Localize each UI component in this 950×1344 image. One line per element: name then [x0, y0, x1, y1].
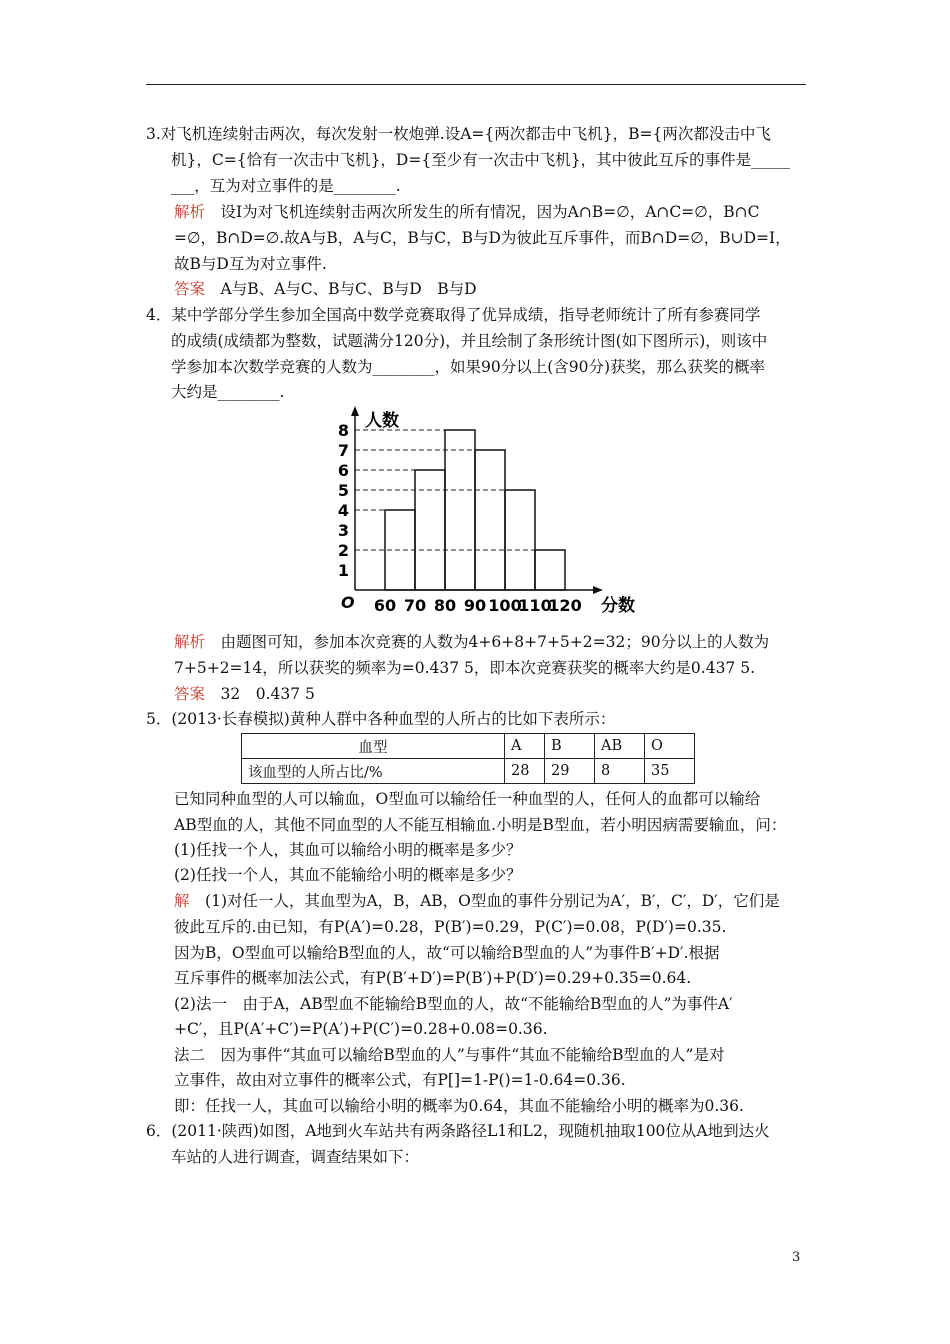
q5-paragraph-2: AB型血的人，其他不同血型的人不能互相输血.小明是B型血，若小明因病需要输血，问： [174, 816, 787, 834]
solution-label: 解 [174, 892, 190, 910]
x-tick-label: 90 [463, 596, 487, 615]
q5-sub-question-1: (1)任找一个人，其血可以输给小明的概率是多少？ [174, 841, 522, 859]
y-tick-label: 1 [337, 561, 349, 580]
x-tick-label: 70 [403, 596, 427, 615]
q3-answer: 答案 A与B、A与C、B与C、B与D B与D [174, 280, 477, 298]
table-cell: 35 [645, 759, 695, 784]
table-cell: 该血型的人所占比/% [242, 759, 505, 784]
bar-80-90 [445, 430, 475, 590]
q3-line-3: ___，互为对立事件的是________. [171, 177, 401, 195]
y-axis-label: 人数 [365, 411, 399, 431]
table-cell: 8 [595, 759, 645, 784]
x-tick-label: 80 [433, 596, 457, 615]
q4-line-2: 的成绩(成绩都为整数，试题满分120分)，并且绘制了条形统计图(如下图所示)，则该中 [171, 332, 768, 350]
q6-line-1: 6．(2011·陕西)如图，A地到火车站共有两条路径L1和L2，现随机抽取100位从A地到达火 [146, 1122, 770, 1140]
q5-solution-line-9: 即：任找一人，其血可以输给小明的概率为0.64，其血不能输给小明的概率为0.36. [174, 1097, 744, 1115]
y-tick-label: 8 [337, 421, 349, 440]
table-cell: B [545, 734, 595, 759]
page-number: 3 [792, 1250, 801, 1265]
q5-solution-line-1: 解 (1)对任一人，其血型为A，B，AB，O型血的事件分别记为A′，B′，C′，D′，它们是 [174, 892, 780, 910]
q3-solution-line-2: =∅，B∩D=∅.故A与B，A与C，B与C，B与D为彼此互斥事件，而B∩D=∅，B∪D=I， [174, 229, 791, 247]
solution-label: 解析 [174, 203, 206, 221]
table-row [242, 759, 695, 784]
x-tick-label: 60 [373, 596, 397, 615]
q5-sub-question-2: (2)任找一个人，其血不能输给小明的概率是多少？ [174, 866, 522, 884]
bar-100-110 [505, 490, 535, 590]
q3-line-2: 机}，C={恰有一次击中飞机}，D={至少有一次击中飞机}，其中彼此互斥的事件是_____ [171, 151, 790, 169]
q4-line-4: 大约是________. [171, 383, 285, 401]
q5-solution-line-5: (2)法一 由于A，AB型血不能输给B型血的人，故“不能输给B型血的人”为事件A′ [174, 995, 733, 1013]
q5-solution-line-7: 法二 因为事件“其血可以输给B型血的人”与事件“其血不能输给B型血的人”是对 [174, 1046, 725, 1064]
table-cell: A [505, 734, 545, 759]
table-cell: 28 [505, 759, 545, 784]
x-tick-label: 100 [488, 596, 522, 615]
table-cell: O [645, 734, 695, 759]
q4-answer: 答案 32 0.437 5 [174, 685, 315, 703]
y-axis-arrow [351, 406, 359, 416]
score-histogram [335, 400, 645, 622]
x-tick-label: 120 [548, 596, 582, 615]
y-tick-label: 5 [337, 481, 349, 500]
y-tick-label: 7 [337, 441, 349, 460]
solution-label: 解析 [174, 633, 206, 651]
q3-solution-line-1: 解析 设I为对飞机连续射击两次所发生的所有情况，因为A∩B=∅，A∩C=∅，B∩C [174, 203, 760, 221]
q5-line-1: 5．(2013·长春模拟)黄种人群中各种血型的人所占的比如下表所示： [146, 710, 616, 728]
header-rule [146, 84, 806, 85]
y-tick-label: 6 [337, 461, 349, 480]
y-tick-label: 3 [337, 521, 349, 540]
q3-solution-line-3: 故B与D互为对立事件. [174, 255, 327, 273]
x-axis-arrow [593, 586, 603, 594]
bar-70-80 [415, 470, 445, 590]
q5-solution-line-8: 立事件，故由对立事件的概率公式，有P[]=1-P()=1-0.64=0.36. [174, 1071, 626, 1089]
y-tick-label: 4 [337, 501, 349, 520]
x-axis-label: 分数 [601, 596, 635, 616]
q4-line-3: 学参加本次数学竞赛的人数为________，如果90分以上(含90分)获奖，那么获奖的概率 [171, 358, 766, 376]
q3-line-1: 3.对飞机连续射击两次，每次发射一枚炮弹.设A={两次都击中飞机}，B={两次都没击中飞 [146, 125, 771, 143]
y-tick-label: 2 [337, 541, 349, 560]
q5-paragraph-1: 已知同种血型的人可以输血，O型血可以输给任一种血型的人，任何人的血都可以输给 [174, 790, 761, 808]
q6-line-2: 车站的人进行调查，调查结果如下： [171, 1148, 420, 1166]
q5-solution-line-4: 互斥事件的概率加法公式，有P(B′+D′)=P(B′)+P(D′)=0.29+0.35=0.64. [174, 969, 692, 987]
q4-solution-line-2: 7+5+2=14，所以获奖的频率为=0.437 5，即本次竞赛获奖的概率大约是0.437 5. [174, 659, 756, 677]
x-tick-label: 110 [518, 596, 552, 615]
answer-label: 答案 [174, 280, 206, 298]
q5-solution-line-3: 因为B，O型血可以输给B型血的人，故“可以输给B型血的人”为事件B′+D′.根据 [174, 944, 720, 962]
bar-90-100 [475, 450, 505, 590]
q4-line-1: 4．某中学部分学生参加全国高中数学竞赛取得了优异成绩，指导老师统计了所有参赛同学 [146, 306, 761, 324]
table-cell: AB [595, 734, 645, 759]
blood-type-table [241, 733, 695, 784]
table-cell: 29 [545, 759, 595, 784]
q5-solution-line-6: +C′，且P(A′+C′)=P(A′)+P(C′)=0.28+0.08=0.36. [174, 1020, 548, 1038]
table-cell: 血型 [242, 734, 505, 759]
q5-solution-line-2: 彼此互斥的.由已知，有P(A′)=0.28，P(B′)=0.29，P(C′)=0.08，P(D′)=0.35. [174, 918, 727, 936]
answer-label: 答案 [174, 685, 206, 703]
q4-solution-line-1: 解析 由题图可知，参加本次竞赛的人数为4+6+8+7+5+2=32；90分以上的人数为 [174, 633, 770, 651]
origin-label: O [341, 593, 355, 612]
bar-110-120 [535, 550, 565, 590]
table-header-row [242, 734, 695, 759]
